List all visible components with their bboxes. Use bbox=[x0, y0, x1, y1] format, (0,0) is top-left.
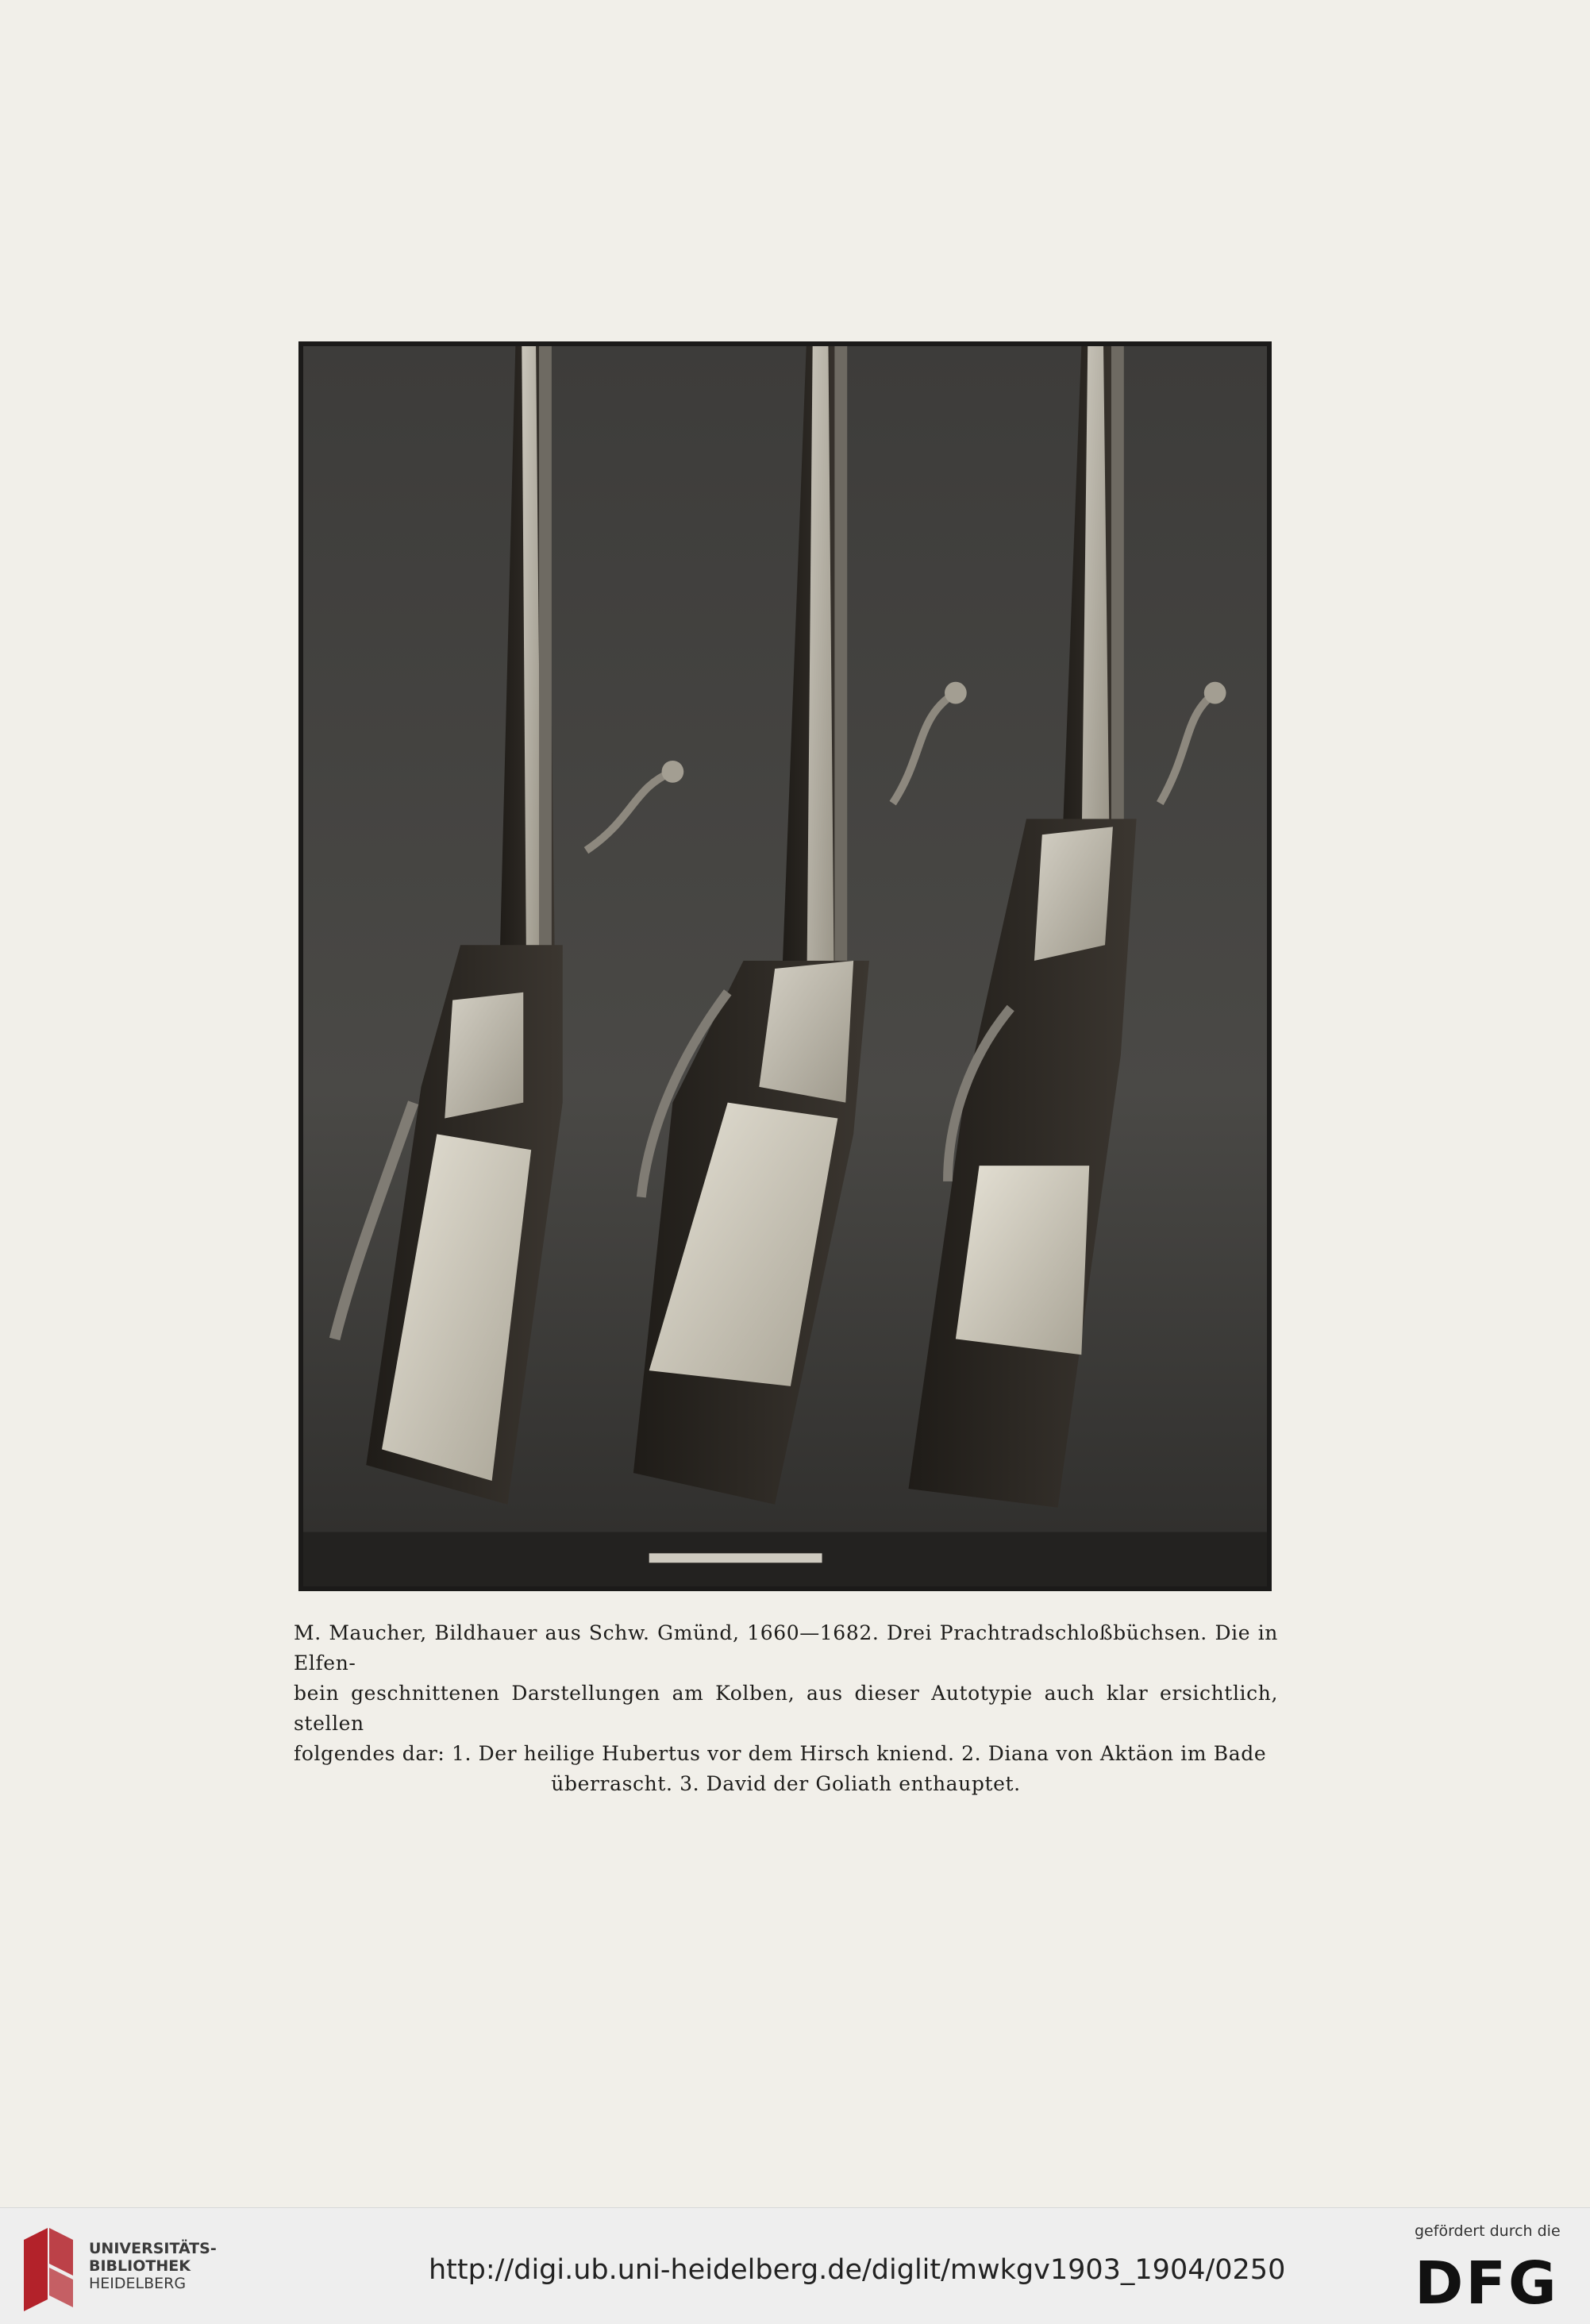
caption-line: bein geschnittenen Darstellungen am Kolben, aus dieser Autotypie auch klar ersichtlich, stellen bbox=[294, 1682, 1278, 1735]
rifles-illustration bbox=[303, 346, 1267, 1586]
digitization-footer bbox=[0, 2207, 1590, 2324]
dfg-logo: DFG bbox=[1415, 2249, 1559, 2318]
caption-line: M. Maucher, Bildhauer aus Schw. Gmünd, 1660—1682. Drei Prachtradschloßbüchsen. Die in Elfen- bbox=[294, 1621, 1278, 1675]
funder-caption: gefördert durch die bbox=[1415, 2222, 1561, 2240]
library-name bbox=[89, 2240, 217, 2292]
figure-caption bbox=[294, 1618, 1278, 1799]
library-name-line: HEIDELBERG bbox=[89, 2275, 187, 2292]
photograph-three-wheellock-rifles bbox=[298, 341, 1272, 1591]
caption-line: folgendes dar: 1. Der heilige Hubertus vor dem Hirsch kniend. 2. Diana von Aktäon im Bade bbox=[294, 1742, 1267, 1765]
library-name-line: BIBLIOTHEK bbox=[89, 2257, 191, 2275]
library-name-line: UNIVERSITÄTS- bbox=[89, 2240, 217, 2257]
permalink-url[interactable]: http://digi.ub.uni-heidelberg.de/diglit/mwkgv1903_1904/0250 bbox=[429, 2254, 1286, 2286]
ub-heidelberg-logo-icon bbox=[16, 2224, 79, 2311]
caption-line: überrascht. 3. David der Goliath enthauptet. bbox=[551, 1772, 1021, 1795]
